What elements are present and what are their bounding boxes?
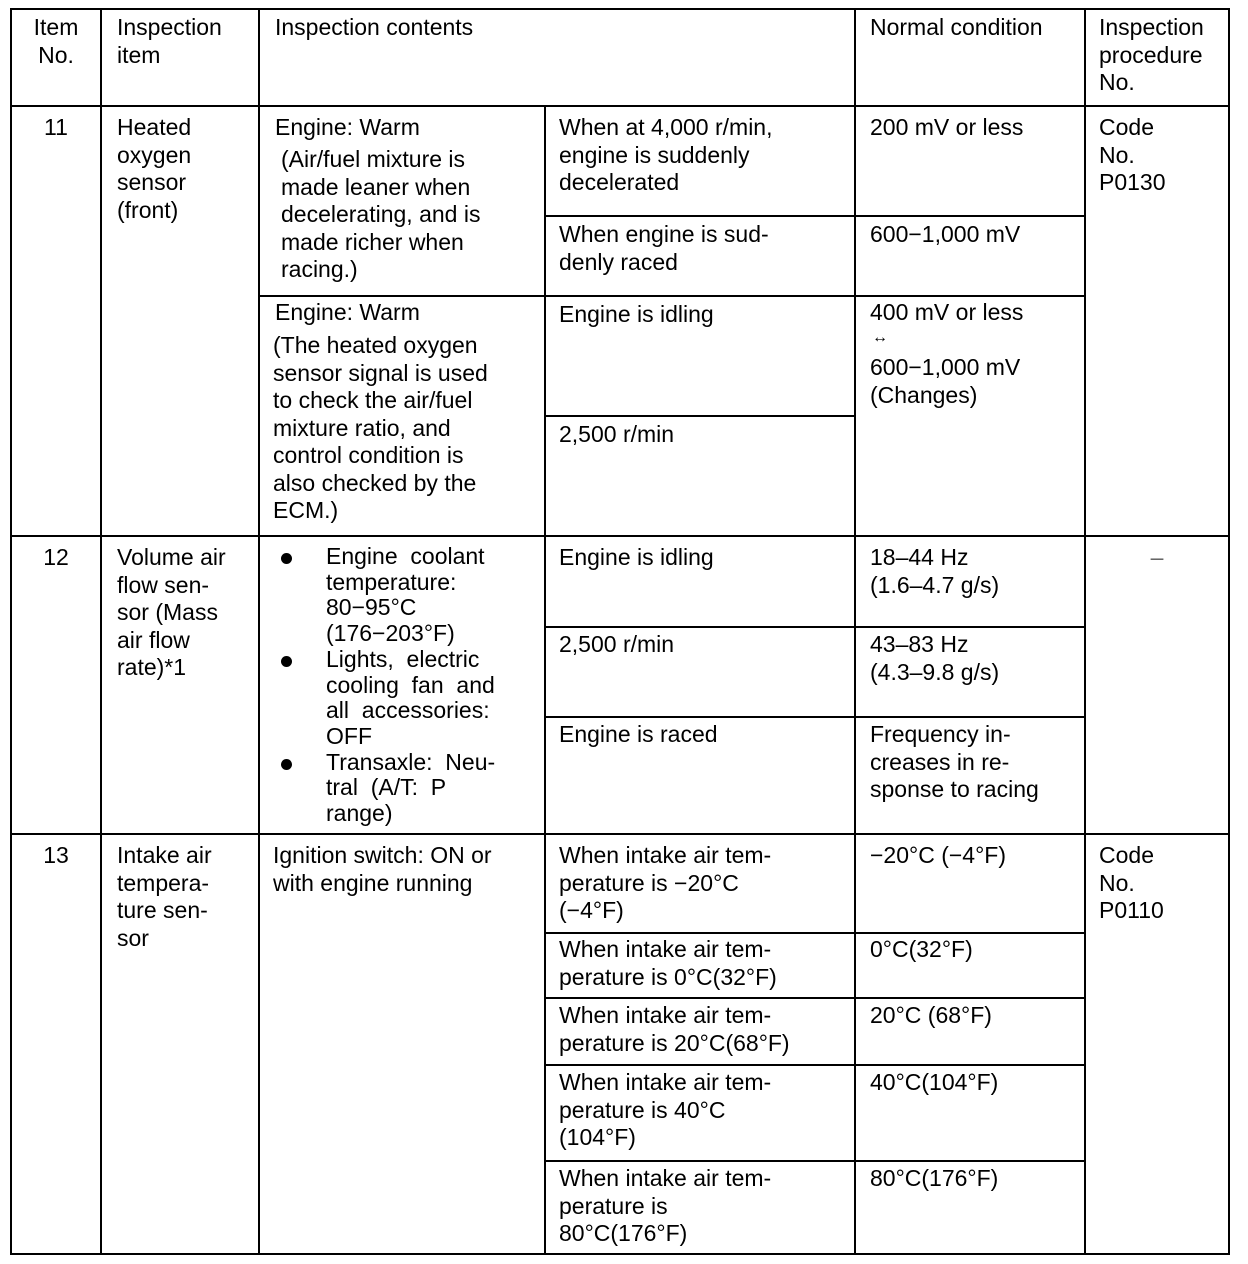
row-divider	[544, 626, 1085, 628]
table-border-right	[1228, 8, 1230, 1255]
normal-condition-value: 200 mV or less	[870, 114, 1024, 140]
check-contents: 2,500 r/min	[559, 421, 675, 447]
item-number: 13	[43, 842, 69, 868]
condition-list	[274, 544, 495, 827]
check-contents: 2,500 r/min	[559, 631, 675, 657]
check-contents: Engine is idling	[559, 301, 714, 327]
procedure-code: Code No. P0110	[1099, 842, 1164, 923]
bullet-icon	[281, 759, 292, 770]
inspection-item-name: Volume air flow sen- sor (Mass air flow rate)*1	[117, 544, 226, 680]
procedure-code: Code No. P0130	[1099, 114, 1166, 195]
column-divider	[258, 8, 260, 1255]
header-item-no: Item No.	[33, 14, 79, 68]
normal-condition-value: 80°C(176°F)	[870, 1165, 999, 1191]
check-contents: When intake air tem- perature is 20°C(68°F)	[559, 1002, 790, 1056]
normal-condition-value: Frequency in- creases in re- sponse to racing	[870, 721, 1039, 802]
row-divider	[10, 833, 1230, 835]
row-divider	[258, 295, 1085, 297]
condition-note: (The heated oxygen sensor signal is used to check the air/fuel mixture ratio, and control condition is also checked by the ECM.)	[273, 332, 488, 523]
item-number: 11	[44, 114, 68, 140]
column-divider	[544, 106, 546, 1255]
check-contents: Engine is raced	[559, 721, 718, 747]
column-divider	[100, 8, 102, 1255]
row-divider	[544, 932, 1085, 934]
check-contents: When intake air tem- perature is 0°C(32°F)	[559, 936, 777, 990]
normal-condition-value: 600−1,000 mV	[870, 221, 1021, 247]
inspection-item-name: Intake air tempera- ture sen- sor	[117, 842, 212, 951]
item-number: 12	[43, 544, 69, 570]
condition-note: (Air/fuel mixture is made leaner when decelerating, and is made richer when racing.)	[281, 146, 481, 282]
inspection-item-name: Heated oxygen sensor (front)	[117, 114, 192, 223]
table-border-left	[10, 8, 12, 1255]
list-item	[274, 750, 495, 827]
check-contents: When intake air tem- perature is −20°C (−4°F)	[559, 842, 772, 923]
row-divider	[544, 1064, 1085, 1066]
row-divider	[544, 215, 1085, 217]
list-item	[274, 544, 495, 647]
check-contents: When intake air tem- perature is 80°C(176°F)	[559, 1165, 772, 1246]
check-contents: Engine is idling	[559, 544, 714, 570]
swap-arrow-icon: ↔	[872, 329, 888, 346]
bullet-icon	[281, 553, 292, 564]
condition-text: Transaxle: Neu- tral (A/T: P range)	[326, 748, 496, 827]
list-item	[274, 647, 495, 750]
condition-label: Engine: Warm	[275, 299, 420, 325]
check-contents: When intake air tem- perature is 40°C (104°F)	[559, 1069, 772, 1150]
header-inspection-contents: Inspection contents	[275, 14, 474, 40]
row-divider	[544, 716, 1085, 718]
header-normal-condition: Normal condition	[870, 14, 1043, 40]
condition-text: Engine coolant temperature: 80−95°C (176−203°F)	[326, 543, 485, 647]
header-procedure-no: Inspection procedure No.	[1099, 14, 1204, 95]
condition-label: Engine: Warm	[275, 114, 420, 140]
normal-condition-value: 18–44 Hz (1.6–4.7 g/s)	[870, 544, 1000, 598]
row-divider	[544, 997, 1085, 999]
condition-text: Ignition switch: ON or with engine running	[273, 842, 492, 896]
column-divider	[1084, 8, 1086, 1255]
check-contents: When engine is sud- denly raced	[559, 221, 769, 275]
normal-condition-value: 40°C(104°F)	[870, 1069, 999, 1095]
row-divider	[544, 415, 855, 417]
normal-condition-value: −20°C (−4°F)	[870, 842, 1007, 868]
condition-text: Lights, electric cooling fan and all accessories: OFF	[326, 645, 495, 749]
normal-condition-value: 600−1,000 mV (Changes)	[870, 354, 1021, 408]
normal-condition-value: 400 mV or less	[870, 299, 1024, 325]
normal-condition-value: 43–83 Hz (4.3–9.8 g/s)	[870, 631, 1000, 685]
bullet-icon	[281, 656, 292, 667]
check-contents: When at 4,000 r/min, engine is suddenly decelerated	[559, 114, 773, 195]
header-inspection-item: Inspection item	[117, 14, 222, 68]
table-border-bottom	[10, 1253, 1230, 1255]
row-divider	[10, 535, 1230, 537]
normal-condition-value: 0°C(32°F)	[870, 936, 973, 962]
normal-condition-value: 20°C (68°F)	[870, 1002, 992, 1028]
table-border-top	[10, 8, 1230, 10]
procedure-code: –	[1150, 544, 1164, 570]
row-divider	[544, 1160, 1085, 1162]
header-divider	[10, 105, 1230, 107]
column-divider	[854, 8, 856, 1255]
